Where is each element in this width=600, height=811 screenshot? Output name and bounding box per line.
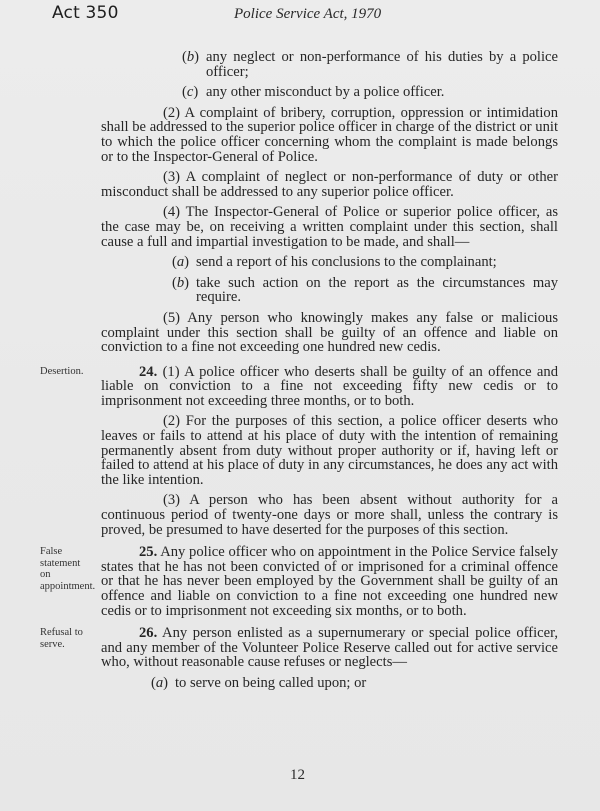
section-number: 25. bbox=[139, 544, 158, 561]
section-text: 26. Any person enlisted as a supernumerary or special police officer, and any member of the Volunteer Police Reserve called out for active service who, without reasonable cause refuses or neglects— bbox=[101, 625, 559, 671]
section-number: 24. bbox=[139, 363, 158, 380]
list-item: (b) any neglect or non-performance of his duties by a police officer; bbox=[182, 49, 558, 80]
subsection-2: (2) A complaint of bribery, corruption, oppression or intimidation shall be addressed to the superior police officer in charge of the district or unit to which the police officer concerning whom the complaint is made belongs or to the Inspector-General of Police. bbox=[101, 104, 559, 165]
margin-note: Refusal to serve. bbox=[40, 627, 83, 650]
running-title: Police Service Act, 1970 bbox=[234, 6, 382, 22]
body-text bbox=[40, 49, 559, 699]
list-item: (c) any other misconduct by a police officer. bbox=[101, 85, 558, 100]
section-25 bbox=[40, 544, 558, 619]
page-number: 12 bbox=[290, 767, 305, 783]
item-text: any other misconduct by a police officer. bbox=[206, 84, 445, 101]
item-text: any neglect or non-performance of his duties by a police officer; bbox=[206, 49, 558, 80]
section-number: 26. bbox=[139, 625, 158, 642]
list-item: (a) send a report of his conclusions to the complainant; bbox=[101, 255, 558, 270]
item-text: send a report of his conclusions to the complainant; bbox=[196, 254, 497, 271]
section-24 bbox=[40, 363, 558, 538]
section-26 bbox=[40, 625, 559, 691]
section-text: 25. Any police officer who on appointment in the Police Service falsely states that he has not been convicted of or imprisoned for a criminal offence or that he has never been employed by the Government shall be guilty of an offence and liable on conviction to a fine not exceeding one hundred new cedis or to imprisonment not exceeding six months, or to both. bbox=[101, 544, 558, 619]
margin-note: Desertion. bbox=[40, 365, 84, 377]
subsection-5: (5) Any person who knowingly makes any false or malicious complaint under this section shall be guilty of an offence and liable on conviction to a fine not exceeding one hundred new cedis. bbox=[101, 309, 559, 356]
item-text: to serve on being called upon; or bbox=[175, 674, 367, 691]
list-item: (b) take such action on the report as the circumstances may require. bbox=[172, 274, 558, 306]
act-number: Act 350 bbox=[52, 3, 119, 23]
subsection-text: (2) For the purposes of this section, a police officer deserts who leaves or fails to attend at his place of duty with the intention of remaining permanently absent from duty without proper authority or if, having left or failed to attend at his place of duty in any circumstances, he does any act with the like intention. bbox=[101, 413, 558, 488]
subsection-text: (3) A person who has been absent without authority for a continuous period of twenty-one days or more shall, unless the contrary is proved, be presumed to have deserted for the purposes of this section. bbox=[101, 492, 558, 538]
list-item: (a) to serve on being called upon; or bbox=[101, 676, 558, 691]
margin-note: False statement on appointment. bbox=[40, 546, 96, 592]
subsection-4: (4) The Inspector-General of Police or superior police officer, as the case may be, on receiving a written complaint under this section, shall cause a full and impartial investigation to be made, and shall— bbox=[101, 204, 558, 250]
subsection-3: (3) A complaint of neglect or non-performance of duty or other misconduct shall be addressed to any superior police officer. bbox=[101, 169, 558, 200]
section-text: 24. (1) A police officer who deserts shall be guilty of an offence and liable on conviction to a fine not exceeding fifty new cedis or to imprisonment not exceeding three months, or to both. bbox=[101, 363, 558, 409]
item-text: take such action on the report as the circumstances may require. bbox=[196, 274, 558, 306]
